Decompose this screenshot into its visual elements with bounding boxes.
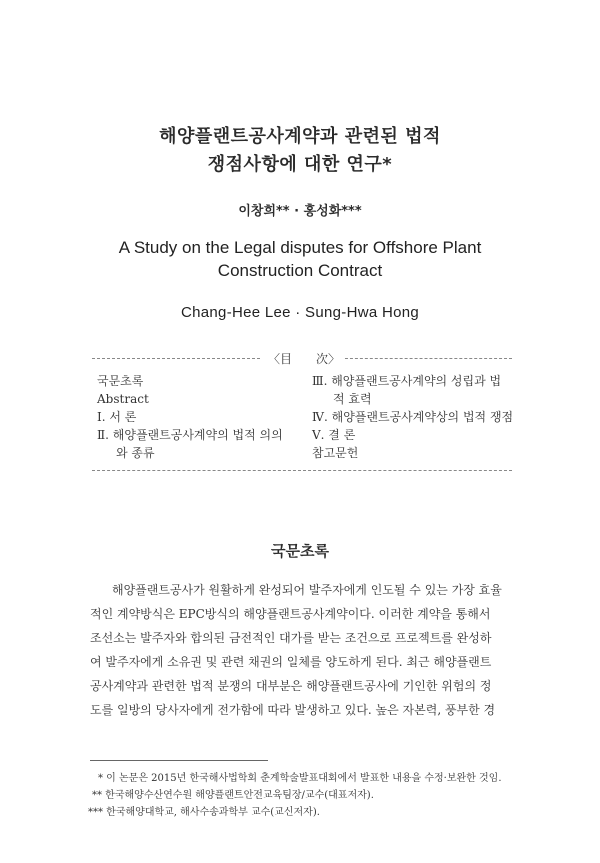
toc-item-chapter-2: Ⅱ. 해양플랜트공사계약의 법적 의의 xyxy=(97,428,283,442)
toc-heading-left: 〈目 xyxy=(264,350,296,367)
toc-item-references: 참고문헌 xyxy=(312,446,359,460)
paper-title-line-2: 쟁점사항에 대한 연구* xyxy=(207,154,393,175)
toc-item-chapter-3-cont: 적 효력 xyxy=(333,392,372,406)
footnote-3: *** 한국해양대학교, 해사수송과학부 교수(교신저자). xyxy=(88,807,320,818)
english-title-line-1: A Study on the Legal disputes for Offshore Plant xyxy=(118,238,482,257)
abstract-line: 해양플랜트공사가 원활하게 완성되어 발주자에게 인도될 수 있는 가장 효율 xyxy=(112,583,502,597)
toc-item-introduction: Ⅰ. 서 론 xyxy=(97,410,137,424)
abstract-line: 적인 계약방식은 EPC방식의 해양플랜트공사계약이다. 이러한 계약을 통해서 xyxy=(90,607,491,621)
authors-english: Chang-Hee Lee · Sung-Hwa Hong xyxy=(181,304,419,321)
toc-top-rule-right xyxy=(340,358,512,359)
toc-item-abstract: Abstract xyxy=(97,392,149,406)
toc-item-korean-abstract: 국문초록 xyxy=(97,374,144,388)
toc-heading-right: 次〉 xyxy=(312,350,344,367)
toc-item-chapter-3: Ⅲ. 해양플랜트공사계약의 성립과 법 xyxy=(312,374,502,388)
toc-item-chapter-4: Ⅳ. 해양플랜트공사계약상의 법적 쟁점 xyxy=(312,410,514,424)
footnote-2: ** 한국해양수산연수원 해양플랜트안전교육팀장/교수(대표저자). xyxy=(92,790,374,801)
footnote-1: * 이 논문은 2015년 한국해사법학회 춘계학술발표대회에서 발표한 내용을 수정·보완한 것임. xyxy=(98,773,502,784)
authors-korean: 이창희** · 홍성화*** xyxy=(238,204,362,219)
toc-item-conclusion: Ⅴ. 결 론 xyxy=(312,428,356,442)
toc-bottom-rule xyxy=(92,470,512,471)
toc-item-chapter-2-cont: 와 종류 xyxy=(116,446,155,460)
toc-top-rule-left xyxy=(92,358,260,359)
abstract-heading: 국문초록 xyxy=(271,542,329,560)
abstract-line: 조선소는 발주자와 합의된 금전적인 대가를 받는 조건으로 프로젝트를 완성하 xyxy=(90,631,492,645)
abstract-line: 공사계약과 관련한 법적 분쟁의 대부분은 해양플랜트공사에 기인한 위험의 정 xyxy=(90,679,492,693)
english-title-line-2: Construction Contract xyxy=(217,261,383,280)
paper-title-line-1: 해양플랜트공사계약과 관련된 법적 xyxy=(159,126,441,147)
abstract-line: 여 발주자에게 소유권 및 관련 채권의 일체를 양도하게 된다. 최근 해양플랜트 xyxy=(90,655,492,669)
abstract-line: 도를 일방의 당사자에게 전가함에 따라 발생하고 있다. 높은 자본력, 풍부한 경 xyxy=(90,703,496,717)
footnote-rule xyxy=(90,760,268,761)
